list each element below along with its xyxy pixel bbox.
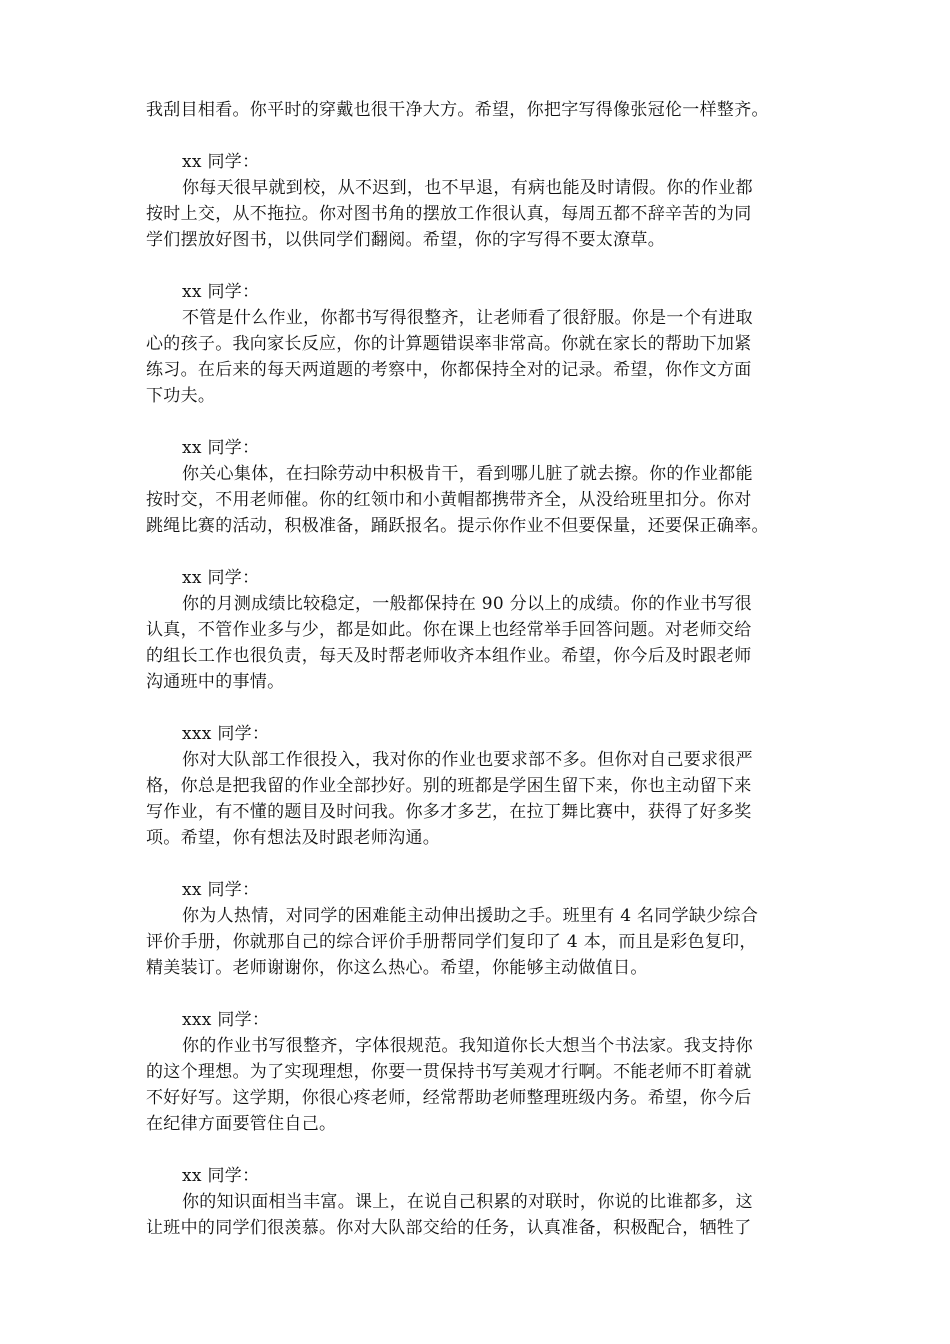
comment-line: 下功夫。 [146, 386, 216, 406]
spacer [146, 539, 818, 565]
comment-line: 评价手册，你就那自己的综合评价手册帮同学们复印了 4 本，而且是彩色复印， [146, 932, 757, 952]
comment-line: 心的孩子。我向家长反应，你的计算题错误率非常高。你就在家长的帮助下加紧 [146, 334, 752, 354]
comment-line: 跳绳比赛的活动，积极准备，踊跃报名。提示你作业不但要保量，还要保正确率。 [146, 516, 769, 536]
spacer [146, 409, 818, 435]
spacer [146, 1137, 818, 1163]
comment-line: 你的知识面相当丰富。课上，在说自己积累的对联时，你说的比谁都多，这 [182, 1192, 753, 1212]
comment-line: 的这个理想。为了实现理想，你要一贯保持书写美观才行啊。不能老师不盯着就 [146, 1062, 752, 1082]
comment-block [146, 1007, 818, 1137]
comment-line: 你为人热情，对同学的困难能主动伸出援助之手。班里有 4 名同学缺少综合 [182, 906, 759, 926]
comment-block [146, 279, 818, 409]
document-page [146, 97, 818, 1241]
comment-line: 认真，不管作业多与少，都是如此。你在课上也经常举手回答问题。对老师交给 [146, 620, 752, 640]
comment-block [146, 1163, 818, 1241]
spacer [146, 695, 818, 721]
comment-block [146, 721, 818, 851]
comment-line: 练习。在后来的每天两道题的考察中，你都保持全对的记录。希望，你作文方面 [146, 360, 752, 380]
comment-line: 不管是什么作业，你都书写得很整齐，让老师看了很舒服。你是一个有进取 [182, 308, 753, 328]
student-salutation: xxx 同学： [182, 724, 270, 744]
comment-line: 精美装订。老师谢谢你，你这么热心。希望，你能够主动做值日。 [146, 958, 648, 978]
comment-line: 学们摆放好图书，以供同学们翻阅。希望，你的字写得不要太潦草。 [146, 230, 665, 250]
comment-line: 不好好写。这学期，你很心疼老师，经常帮助老师整理班级内务。希望，你今后 [146, 1088, 752, 1108]
comment-line: 你的月测成绩比较稳定，一般都保持在 90 分以上的成绩。你的作业书写很 [182, 594, 752, 614]
spacer [146, 123, 818, 149]
comment-line: 格，你总是把我留的作业全部抄好。别的班都是学困生留下来，你也主动留下来 [146, 776, 752, 796]
comment-block [146, 149, 818, 253]
spacer [146, 253, 818, 279]
comment-block [146, 565, 818, 695]
student-salutation: xxx 同学： [182, 1010, 270, 1030]
spacer [146, 981, 818, 1007]
comment-block [146, 435, 818, 539]
student-salutation: xx 同学： [182, 568, 260, 588]
comment-line: 你对大队部工作很投入，我对你的作业也要求部不多。但你对自己要求很严 [182, 750, 753, 770]
comment-line: 沟通班中的事情。 [146, 672, 285, 692]
comment-line: 写作业，有不懂的题目及时问我。你多才多艺，在拉丁舞比赛中，获得了好多奖 [146, 802, 752, 822]
student-salutation: xx 同学： [182, 282, 260, 302]
comment-line: 让班中的同学们很羡慕。你对大队部交给的任务，认真准备，积极配合，牺牲了 [146, 1218, 752, 1238]
comment-line: 你的作业书写很整齐，字体很规范。我知道你长大想当个书法家。我支持你 [182, 1036, 753, 1056]
comment-line: 你每天很早就到校，从不迟到，也不早退，有病也能及时请假。你的作业都 [182, 178, 753, 198]
spacer [146, 851, 818, 877]
comment-block [146, 877, 818, 981]
student-salutation: xx 同学： [182, 1166, 260, 1186]
comment-line: 项。希望，你有想法及时跟老师沟通。 [146, 828, 441, 848]
intro-line: 我刮目相看。你平时的穿戴也很干净大方。希望，你把字写得像张冠伦一样整齐。 [146, 100, 769, 120]
comment-line: 按时上交，从不拖拉。你对图书角的摆放工作很认真，每周五都不辞辛苦的为同 [146, 204, 752, 224]
comment-line: 你关心集体，在扫除劳动中积极肯干，看到哪儿脏了就去擦。你的作业都能 [182, 464, 753, 484]
comment-line: 按时交，不用老师催。你的红领巾和小黄帽都携带齐全，从没给班里扣分。你对 [146, 490, 752, 510]
comment-line: 的组长工作也很负责，每天及时帮老师收齐本组作业。希望，你今后及时跟老师 [146, 646, 752, 666]
comment-line: 在纪律方面要管住自己。 [146, 1114, 337, 1134]
student-salutation: xx 同学： [182, 152, 260, 172]
student-salutation: xx 同学： [182, 880, 260, 900]
student-salutation: xx 同学： [182, 438, 260, 458]
